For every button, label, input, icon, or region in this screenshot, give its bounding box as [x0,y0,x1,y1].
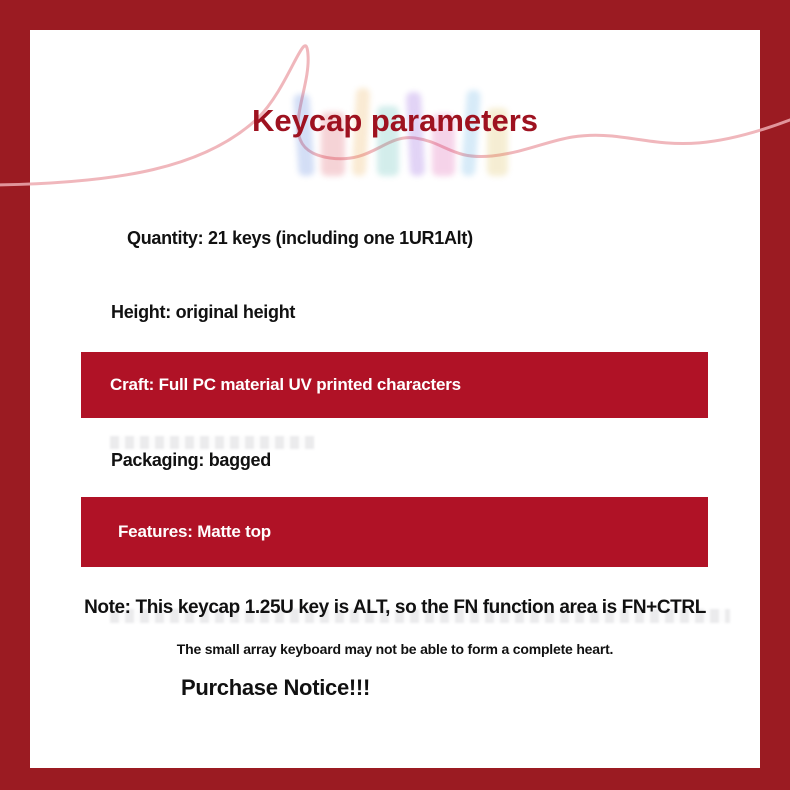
subnote-line: The small array keyboard may not be able to form a complete heart. [176,641,614,657]
page-title: Keycap parameters [251,103,539,138]
features-banner [81,497,708,567]
features-banner-label: Features: Matte top [118,522,271,541]
craft-banner-label: Craft: Full PC material UV printed characters [110,375,461,394]
note-line: Note: This keycap 1.25U key is ALT, so the FN function area is FN+CTRL [84,597,706,618]
spec-line-quantity: Quantity: 21 keys (including one 1UR1Alt) [127,228,473,248]
spec-line-height: Height: original height [111,302,296,322]
craft-banner [81,352,708,418]
purchase-notice: Purchase Notice!!! [181,675,370,700]
spec-line-packaging: Packaging: bagged [111,450,271,470]
